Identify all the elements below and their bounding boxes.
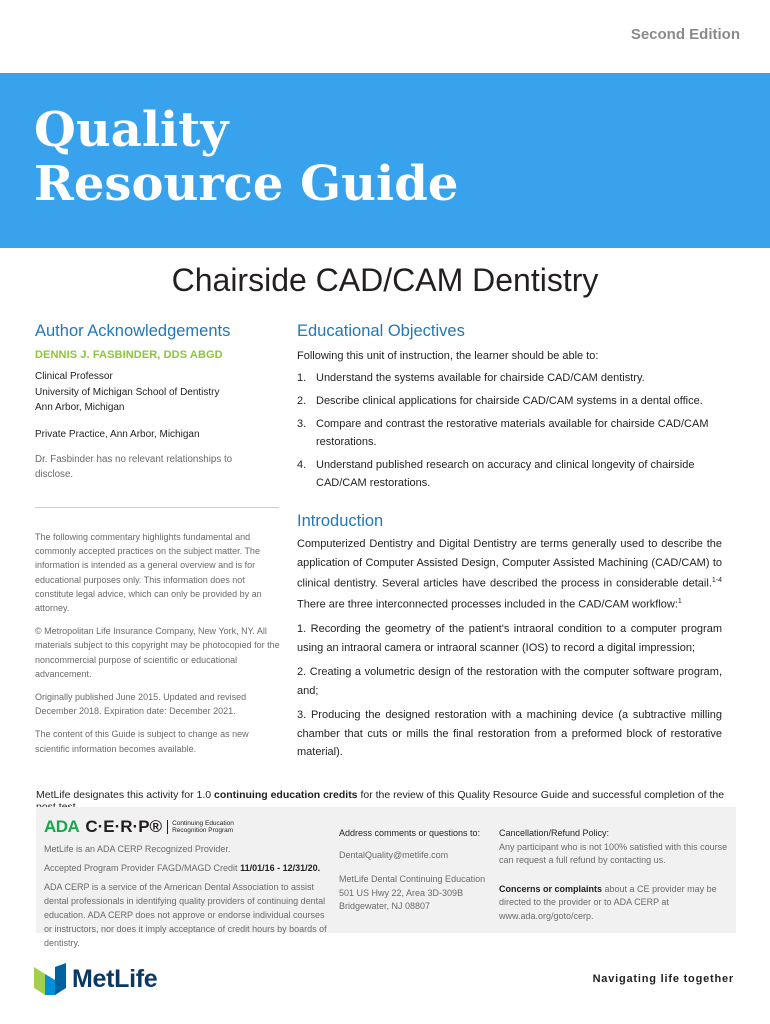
concerns-note: [499, 883, 729, 924]
refund-text: Any participant who is not 100% satisfied with this course can request a full refund by contacting us.: [499, 841, 728, 865]
credit-emphasis: continuing education credits: [214, 789, 358, 801]
commentary-note: The following commentary highlights fundamental and commonly accepted practices on the subject matter. The information is intended as a general overview and is for educational purposes only. This information does not constitute legal advice, which can only be provided by an attorney.: [35, 532, 262, 614]
metlife-m-icon: [34, 963, 66, 995]
objectives-heading: Educational Objectives: [297, 322, 465, 340]
citation-ref: 1: [677, 598, 682, 606]
content-change-note: The content of this Guide is subject to change as new scientific information becomes available.: [35, 729, 249, 754]
author-section: [35, 322, 279, 508]
objective-text: Describe clinical applications for chairside CAD/CAM systems in a dental office.: [316, 395, 703, 407]
objective-item: [297, 456, 725, 492]
guide-title-line1: Quality: [34, 102, 229, 158]
introduction-heading: Introduction: [297, 512, 384, 530]
citation-ref: 1-4: [711, 577, 722, 584]
address-label: Address comments or questions to:: [339, 828, 481, 838]
refund-label: Cancellation/Refund Policy:: [499, 828, 610, 838]
cerp-statement: ADA CERP is a service of the American Dental Association to assist dental professionals in identifying quality providers of continuing dental education. ADA CERP does not approve or endorse individual courses or instructors, nor does it imply acceptance of credit hours by boards of dentistry.: [44, 882, 327, 948]
section-divider: [35, 507, 279, 508]
credit-text: MetLife designates this activity for 1.0: [36, 789, 215, 801]
objective-text: Understand the systems available for chairside CAD/CAM dentistry.: [316, 372, 645, 384]
introduction-body: [297, 535, 722, 768]
provider-credit-dates: 11/01/16 - 12/31/20.: [240, 863, 321, 873]
affiliation-line: University of Michigan School of Dentistry: [35, 386, 220, 398]
workflow-step: 2. Creating a volumetric design of the restoration with the computer software program, and;: [297, 666, 722, 697]
objectives-intro: Following this unit of instruction, the learner should be able to:: [297, 350, 599, 362]
metlife-logo: [34, 963, 157, 995]
objective-number: 1.: [297, 372, 307, 384]
brand-tagline: Navigating life together: [592, 973, 734, 985]
cerp-logo-text: C·E·R·P®: [85, 817, 163, 836]
ada-cerp-logo: [44, 817, 234, 837]
cerp-sub-line: Recognition Program: [172, 827, 234, 834]
objective-number: 4.: [297, 459, 307, 471]
affiliation-line: Ann Arbor, Michigan: [35, 402, 125, 413]
intro-paragraph: [297, 535, 722, 614]
objective-item: [297, 415, 725, 451]
cerp-sub-line: Continuing Education: [172, 820, 234, 827]
guide-title: [34, 103, 458, 211]
provider-credit: [44, 861, 329, 875]
guide-subtitle: Chairside CAD/CAM Dentistry: [171, 262, 599, 298]
author-affiliation: [35, 369, 279, 416]
workflow-step: 3. Producing the designed restoration with a machining device (a subtractive milling chamber that cuts or mills the final restoration from a preformed block of restorative material).: [297, 709, 722, 759]
cerp-logo-subtitle: [167, 820, 234, 834]
objective-text: Compare and contrast the restorative materials available for chairside CAD/CAM restorations.: [316, 418, 709, 448]
ada-logo-text: ADA: [44, 817, 80, 836]
recognized-provider: MetLife is an ADA CERP Recognized Provider.: [44, 844, 231, 854]
address-line: 501 US Hwy 22, Area 3D-309B: [339, 887, 464, 898]
affiliation-line: Clinical Professor: [35, 371, 113, 382]
author-practice: Private Practice, Ann Arbor, Michigan: [35, 428, 200, 440]
author-disclosure: Dr. Fasbinder has no relevant relationships to disclose.: [35, 454, 233, 480]
edition-label: Second Edition: [630, 26, 740, 43]
address-line: MetLife Dental Continuing Education: [339, 874, 486, 884]
intro-text: There are three interconnected processes included in the CAD/CAM workflow:: [297, 598, 678, 611]
objective-number: 3.: [297, 418, 307, 430]
author-name: DENNIS J. FASBINDER, DDS ABGD: [35, 349, 223, 361]
guide-title-line2: Resource Guide: [34, 156, 459, 212]
copyright-note: © Metropolitan Life Insurance Company, New York, NY. All materials subject to this copyright may be photocopied for the noncommercial purpose of scientific or educational advancement.: [35, 626, 280, 679]
objectives-list: [297, 369, 725, 492]
objective-item: [297, 369, 725, 387]
provider-credit-text: Accepted Program Provider FAGD/MAGD Credit: [44, 863, 241, 873]
author-heading: Author Acknowledgements: [35, 322, 231, 340]
address-line: Bridgewater, NJ 08807: [339, 901, 431, 911]
objective-text: Understand published research on accuracy and clinical longevity of chairside CAD/CAM restorations.: [316, 459, 695, 489]
metlife-wordmark: MetLife: [72, 964, 158, 993]
contact-address: [339, 827, 489, 914]
objective-number: 2.: [297, 395, 307, 407]
objective-item: [297, 392, 725, 410]
concerns-text: about a CE provider may be directed to the provider or to ADA CERP at www.ada.org/goto/cerp.: [499, 883, 717, 921]
intro-text: Computerized Dentistry and Digital Dentistry are terms generally used to describe the application of Computer Assisted Design, Computer Assisted Machining (CAD/CAM) to clinical dentistry. Several articles have described the process in considerable detail.: [297, 538, 722, 590]
concerns-label: Concerns or complaints: [499, 883, 603, 894]
ada-cerp-text: [44, 842, 329, 955]
title-banner: [0, 73, 770, 248]
objectives-section: [297, 322, 725, 497]
workflow-step: 1. Recording the geometry of the patient's intraoral condition to a computer program using an intraoral camera or intraoral scanner (IOS) to record a digital impression;: [297, 623, 722, 654]
contact-email[interactable]: DentalQuality@metlife.com: [339, 849, 449, 860]
credit-text: for the review of this Quality Resource Guide and successful completion of the: [360, 789, 725, 801]
provider-info-box: [36, 807, 736, 948]
legal-notes: [35, 530, 280, 765]
refund-policy: [499, 827, 729, 923]
publication-note: Originally published June 2015. Updated and revised December 2018. Expiration date: December 2021.: [35, 692, 247, 717]
